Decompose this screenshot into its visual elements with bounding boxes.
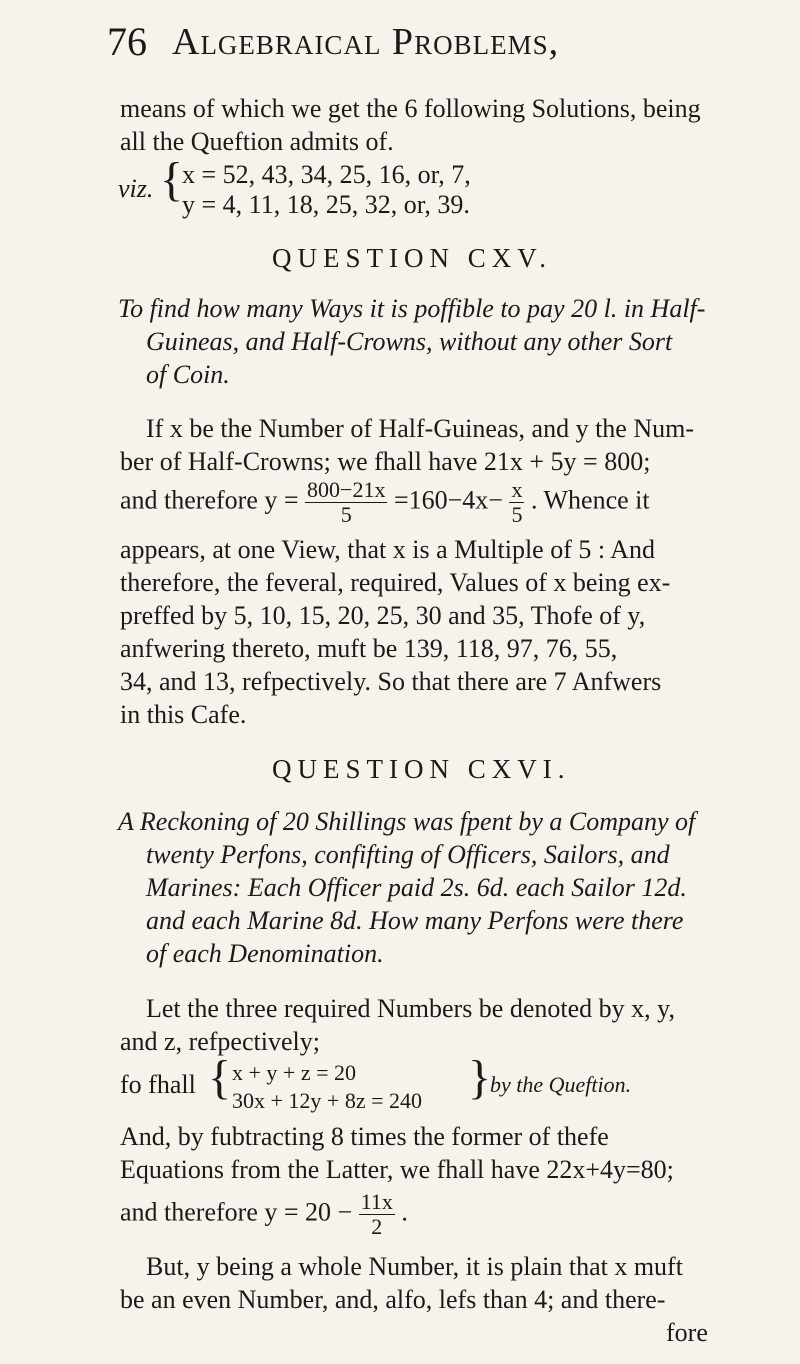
problem-line: and each Marine 8d. How many Perfons were there bbox=[146, 906, 684, 935]
equation-text: =160−4x− bbox=[393, 485, 503, 515]
question-heading: QUESTION CXV. bbox=[272, 243, 553, 273]
solution-line: in this Cafe. bbox=[120, 700, 247, 729]
problem-line: To find how many Ways it is poffible to pay 20 l. in Half- bbox=[118, 294, 706, 323]
problem-line: of Coin. bbox=[146, 360, 230, 389]
solution-line: 34, and 13, refpectively. So that there are 7 Anfwers bbox=[120, 667, 662, 696]
question-heading: QUESTION CXVI. bbox=[272, 754, 571, 784]
fraction-numerator: 800−21x bbox=[307, 477, 386, 502]
equation-text: . Whence it bbox=[530, 485, 650, 515]
fraction bbox=[305, 478, 387, 527]
equation-2: 30x + 12y + 8z = 240 bbox=[232, 1088, 422, 1113]
solution-line: anfwering thereto, muft be 139, 118, 97, 76, 55, bbox=[120, 634, 618, 663]
solution-line: Let the three required Numbers be denoted by x, y, bbox=[146, 994, 675, 1023]
fraction-numerator: 11x bbox=[360, 1189, 393, 1214]
equation-line bbox=[120, 1190, 408, 1239]
page-number: 76 bbox=[107, 19, 147, 64]
equation-1: x + y + z = 20 bbox=[232, 1060, 356, 1085]
so-shall-label: fo fhall bbox=[120, 1070, 196, 1099]
equation-text: and therefore y = 20 − bbox=[120, 1197, 353, 1227]
catchword: fore bbox=[666, 1318, 708, 1347]
fraction-denominator: 5 bbox=[511, 502, 523, 527]
running-title: Algebraical Problems, bbox=[172, 21, 560, 63]
problem-line: of each Denomination. bbox=[146, 939, 384, 968]
fraction bbox=[359, 1190, 395, 1239]
equation-text: and therefore y = bbox=[120, 485, 299, 515]
problem-line: Marines: Each Officer paid 2s. 6d. each Sailor 12d. bbox=[146, 873, 687, 902]
solution-line: be an even Number, and, alfo, lefs than 4; and there- bbox=[120, 1285, 666, 1314]
fraction-numerator: x bbox=[511, 477, 523, 502]
solution-line: But, y being a whole Number, it is plain that x muft bbox=[146, 1252, 683, 1281]
solution-line: And, by fubtracting 8 times the former of thefe bbox=[120, 1122, 609, 1151]
equation-text: . bbox=[401, 1197, 408, 1227]
solution-line: ber of Half-Crowns; we fhall have 21x + 5y = 800; bbox=[120, 447, 651, 476]
by-question-label: by the Queftion. bbox=[490, 1072, 632, 1097]
solution-line: therefore, the feveral, required, Values of x being ex- bbox=[120, 568, 671, 597]
y-solutions: y = 4, 11, 18, 25, 32, or, 39. bbox=[182, 190, 470, 219]
solution-line: Equations from the Latter, we fhall have 22x+4y=80; bbox=[120, 1155, 674, 1184]
solution-line: and z, refpectively; bbox=[120, 1027, 320, 1056]
equation-brace-left: { bbox=[208, 1051, 232, 1104]
fraction-denominator: 2 bbox=[371, 1214, 383, 1239]
solution-line: preffed by 5, 10, 15, 20, 25, 30 and 35, Thofe of y, bbox=[120, 601, 646, 630]
fraction bbox=[509, 478, 524, 527]
solution-brace: { bbox=[160, 153, 184, 206]
intro-line: all the Queftion admits of. bbox=[120, 127, 394, 156]
solution-line: appears, at one View, that x is a Multiple of 5 : And bbox=[120, 535, 655, 564]
problem-line: A Reckoning of 20 Shillings was fpent by a Company of bbox=[118, 807, 696, 836]
equation-line bbox=[120, 478, 650, 527]
equation-brace-right: } bbox=[468, 1051, 492, 1104]
viz-label: viz. bbox=[118, 174, 154, 203]
problem-line: Guineas, and Half-Crowns, without any other Sort bbox=[146, 327, 673, 356]
fraction-denominator: 5 bbox=[340, 502, 352, 527]
problem-line: twenty Perfons, confifting of Officers, Sailors, and bbox=[146, 840, 670, 869]
intro-line: means of which we get the 6 following Solutions, being bbox=[120, 94, 701, 123]
x-solutions: x = 52, 43, 34, 25, 16, or, 7, bbox=[182, 160, 471, 189]
solution-line: If x be the Number of Half-Guineas, and y the Num- bbox=[146, 414, 694, 443]
